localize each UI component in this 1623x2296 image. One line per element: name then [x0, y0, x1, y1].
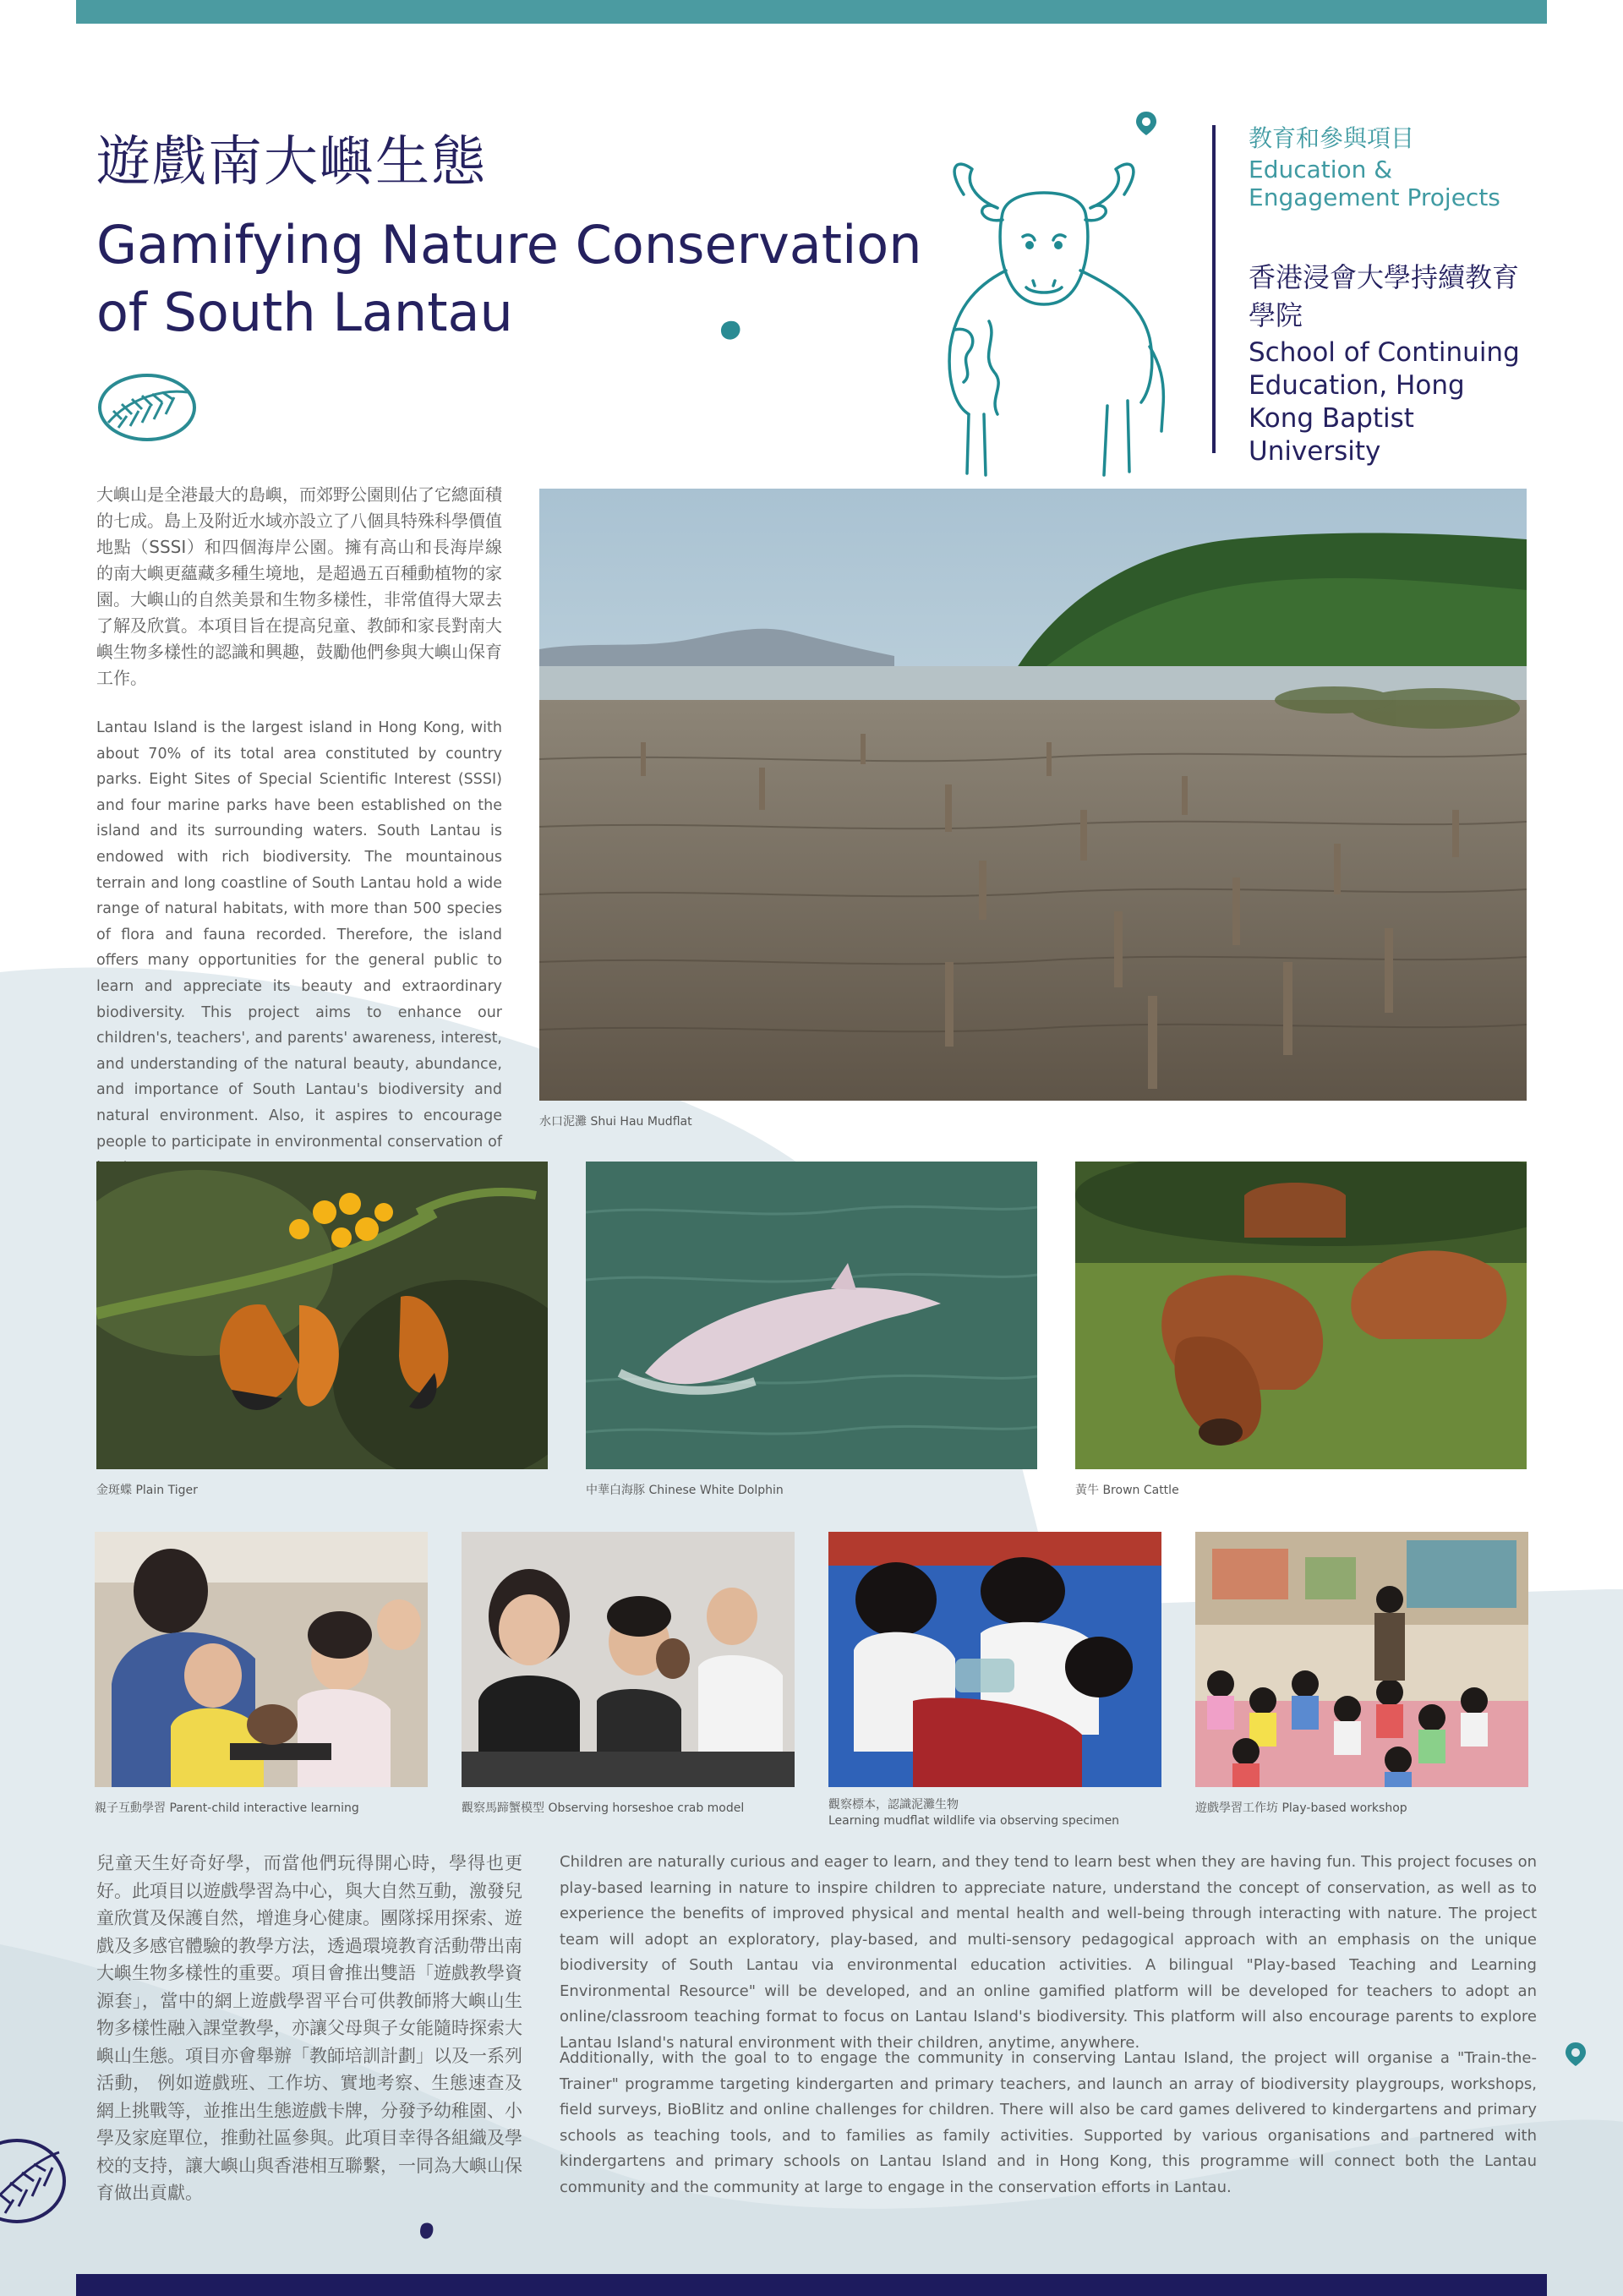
- mudflat-specimen-caption-english: Learning mudflat wildlife via observing specimen: [828, 1814, 1120, 1828]
- body-text-english-paragraph-2: Additionally, with the goal to to engage the community in conserving Lantau Island, the project will organise a "Train-the-Trainer" programme targeting kindergarten and primary teachers, and launch an array of biodiversity playgroups, workshops, field surveys, BioBlitz and online challenges for children. There will also be card games delivered to kindergartens and primary schools as teaching tools, and to families as family activities. Supported by various organisations and partnered with kindergartens and primary schools on Lantau Island and in Hong Kong, this programme will connect both the Lantau community and the community at large to engage in the conservation efforts in Lantau.: [560, 2049, 1537, 2196]
- parent-child-photo: [95, 1532, 428, 1787]
- intro-text-english: Lantau Island is the largest island in Hong Kong, with about 70% of its total area constituted by country parks. Eight Sites of Special Scientific Interest (SSSI) and four marine parks have been established on the island and its surrounding waters. South Lantau is endowed with rich biodiversity. The mountainous terrain and long coastline of South Lantau hold a wide range of natural habitats, with more than 500 species of flora and fauna recorded. Therefore, the island offers many opportunities for the general public to learn and appreciate its beauty and extraordinary biodiversity. This project aims to enhance our children's, teachers', and parents' awareness, interest, and understanding of the natural beauty, abundance, and importance of South Lantau's biodiversity and natural environment. Also, it aspires to encourage people to participate in environmental conservation of: [96, 719, 502, 1151]
- plain-tiger-photo: [96, 1162, 548, 1469]
- brown-cattle-photo: [1075, 1162, 1527, 1469]
- mudflat-caption: 水口泥灘 Shui Hau Mudflat: [539, 1115, 692, 1129]
- location-pin-icon: [1134, 110, 1158, 137]
- intro-text-chinese: 大嶼山是全港最大的島嶼，而郊野公園則佔了它總面積的七成。島上及附近水域亦設立了八個具特殊科學價值地點（SSSI）和四個海岸公園。擁有高山和長海岸線的南大嶼更蘊藏多種生境地，是超過五百種動植物的家園。大嶼山的自然美景和生物多樣性，非常值得大眾去了解及欣賞。本項目旨在提高兒童、教師和家長對南大嶼生物多樣性的認識和興趣，鼓勵他們參與大嶼山保育工作。: [96, 484, 502, 688]
- horseshoe-crab-caption: 觀察馬蹄蟹模型 Observing horseshoe crab model: [462, 1801, 745, 1815]
- white-dolphin-caption: 中華白海豚 Chinese White Dolphin: [586, 1484, 784, 1497]
- play-workshop-caption: 遊戲學習工作坊 Play-based workshop: [1195, 1801, 1407, 1815]
- mudflat-photo: [539, 489, 1527, 1101]
- title-chinese: 遊戲南大嶼生態: [96, 131, 487, 194]
- organization-english: School of Continuing Education, Hong Kong Baptist University: [1249, 337, 1520, 467]
- mudflat-specimen-photo: [828, 1532, 1161, 1787]
- teal-dot-icon: [717, 316, 744, 343]
- mudflat-specimen-caption: 觀察標本，認識泥灘生物: [828, 1798, 959, 1812]
- parent-child-caption: 親子互動學習 Parent-child interactive learning: [95, 1801, 359, 1815]
- sidebar-divider: [1212, 125, 1216, 453]
- organization-chinese: 香港浸會大學持續教育學院: [1249, 261, 1520, 331]
- location-pin-icon-right: [1564, 2041, 1587, 2068]
- category-english: Education & Engagement Projects: [1249, 156, 1500, 211]
- leaf-logo-icon-bottom: [0, 2135, 68, 2227]
- white-dolphin-photo: [586, 1162, 1037, 1469]
- play-workshop-photo: [1195, 1532, 1528, 1787]
- category-chinese: 教育和參與項目: [1249, 124, 1415, 152]
- title-english: Gamifying Nature Conservation of South Lantau: [96, 214, 922, 343]
- navy-dot-icon: [418, 2220, 436, 2242]
- cattle-illustration-icon: [938, 161, 1183, 490]
- plain-tiger-caption: 金斑蝶 Plain Tiger: [96, 1484, 198, 1497]
- leaf-logo-icon: [96, 372, 198, 443]
- body-text-chinese: 兒童天生好奇好學，而當他們玩得開心時，學得也更好。此項目以遊戲學習為中心，與大自然互動，激發兒童欣賞及保護自然，增進身心健康。團隊採用探索、遊戲及多感官體驗的教學方法，透過環境教育活動帶出南大嶼生物多樣性的重要。項目會推出雙語「遊戲教學資源套」，當中的網上遊戲學習平台可供教師將大嶼山生物多樣性融入課堂教學，亦讓父母與子女能隨時探索大嶼山生態。項目亦會舉辦「教師培訓計劃」以及一系列活動， 例如遊戲班、工作坊、實地考察、生態速查及網上挑戰等，並推出生態遊戲卡牌，分發予幼稚園、小學及家庭單位，推動社區參與。此項目幸得各組織及學校的支持，讓大嶼山與香港相互聯繫，一同為大嶼山保育做出貢獻。: [96, 1853, 522, 2203]
- bottom-accent-bar: [76, 2274, 1547, 2296]
- body-text-english-paragraph-1: Children are naturally curious and eager to learn, and they tend to learn best when they are having fun. This project focuses on play-based learning in nature to inspire children to appreciate nature, understand the concept of conservation, as well as to experience the benefits of improved physical and mental health and well-being through interacting with nature. The project team will adopt an exploratory, play-based, and multi-sensory pedagogical approach with an emphasis on the unique biodiversity of South Lantau via environmental education activities. A bilingual "Play-based Teaching and Learning Environmental Resource" will be developed, and an online gamified platform will be developed for teachers to adopt an online/classroom teaching format to focus on Lantau Island's biodiversity. This platform will also encourage parents to explore Lantau Island's natural environment with their children, anytime, anywhere.: [560, 1853, 1537, 2052]
- brown-cattle-caption: 黃牛 Brown Cattle: [1075, 1484, 1179, 1497]
- horseshoe-crab-photo: [462, 1532, 795, 1787]
- top-accent-bar: [76, 0, 1547, 24]
